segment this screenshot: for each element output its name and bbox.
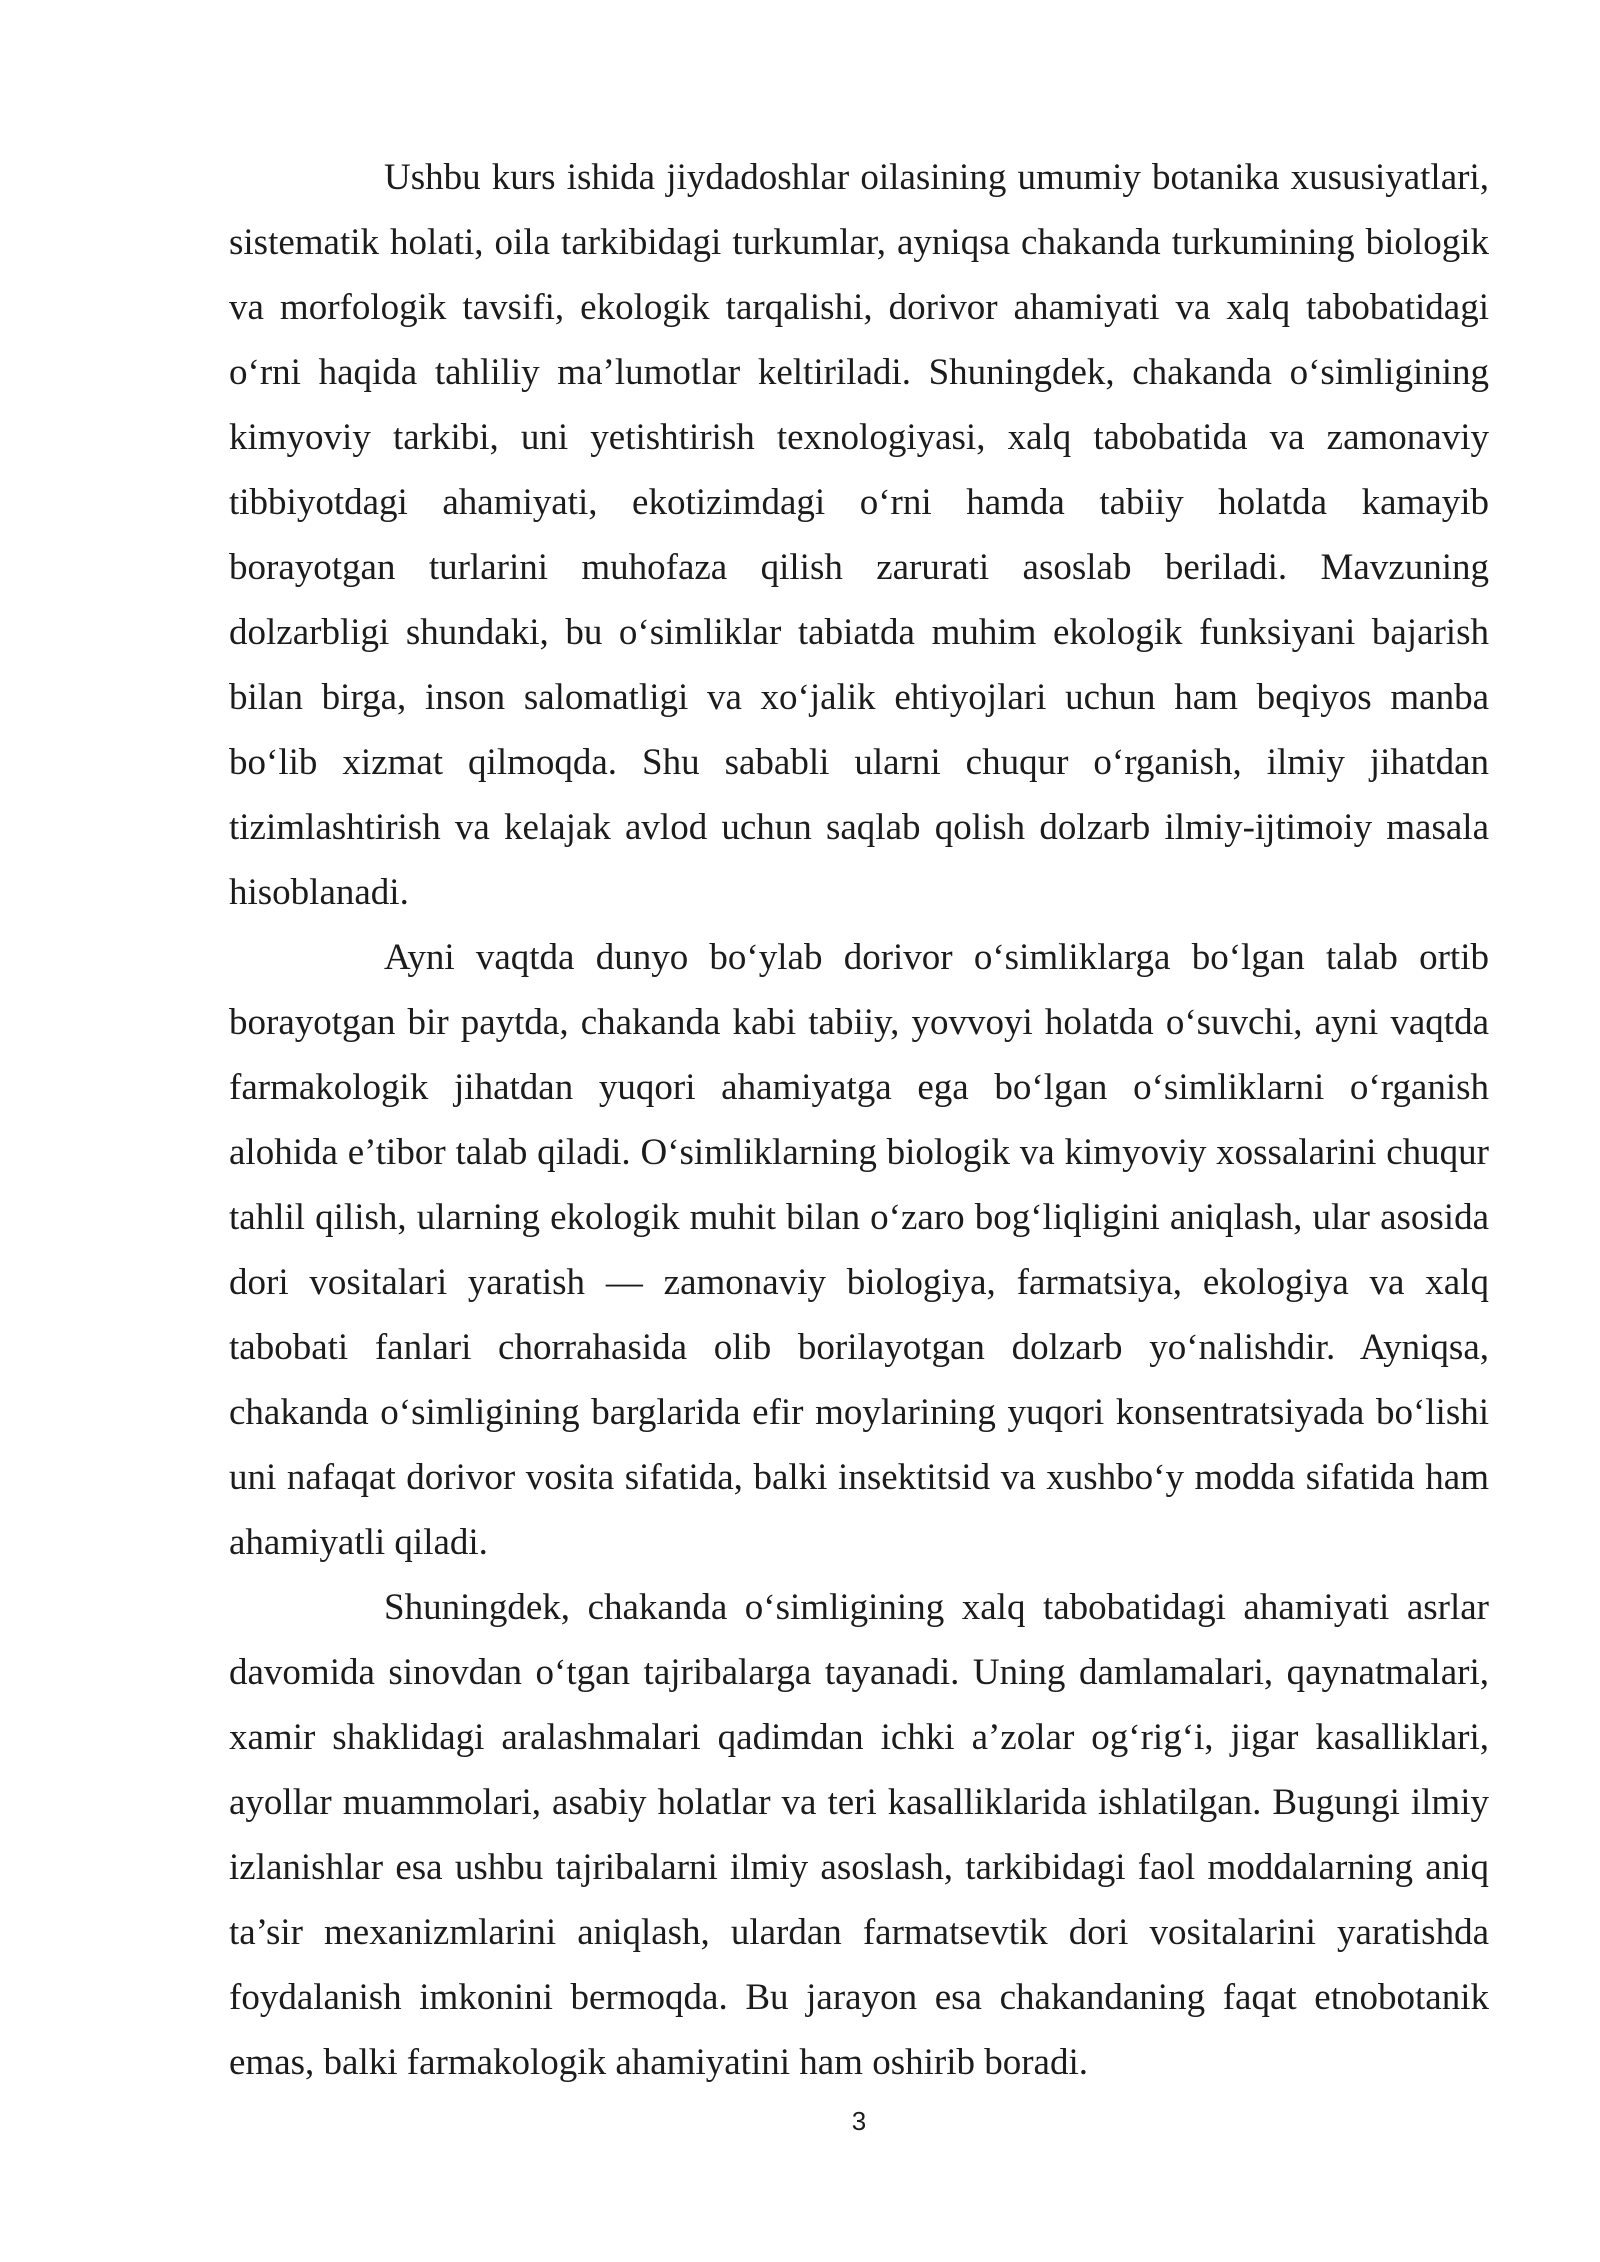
paragraph-1 — [229, 145, 1489, 925]
paragraph-3 — [229, 1575, 1489, 2095]
text-line: o‘rni haqida tahliliy ma’lumotlar keltiriladi. Shuningdek, chakanda o‘simligining — [229, 352, 1489, 393]
text-line: tizimlashtirish va kelajak avlod uchun saqlab qolish dolzarb ilmiy-ijtimoiy masala — [229, 807, 1489, 848]
text-line: tabobati fanlari chorrahasida olib borilayotgan dolzarb yo‘nalishdir. Ayniqsa, — [229, 1327, 1489, 1368]
text-line: tahlil qilish, ularning ekologik muhit bilan o‘zaro bog‘liqligini aniqlash, ular asosida — [229, 1197, 1489, 1238]
text-line: kimyoviy tarkibi, uni yetishtirish texnologiyasi, xalq tabobatida va zamonaviy — [229, 417, 1489, 458]
text-line: izlanishlar esa ushbu tajribalarni ilmiy asoslash, tarkibidagi faol moddalarning aniq — [229, 1847, 1489, 1888]
text-line: tibbiyotdagi ahamiyati, ekotizimdagi o‘rni hamda tabiiy holatda kamayib — [229, 482, 1489, 523]
text-line: bilan birga, inson salomatligi va xo‘jalik ehtiyojlari uchun ham beqiyos manba — [229, 677, 1489, 718]
text-line: xamir shaklidagi aralashmalari qadimdan ichki a’zolar og‘rig‘i, jigar kasalliklari, — [229, 1717, 1489, 1758]
text-line: dori vositalari yaratish — zamonaviy biologiya, farmatsiya, ekologiya va xalq — [229, 1262, 1489, 1303]
text-line: chakanda o‘simligining barglarida efir moylarining yuqori konsentratsiyada bo‘lishi — [229, 1392, 1489, 1433]
text-line: emas, balki farmakologik ahamiyatini ham oshirib boradi. — [229, 2042, 1089, 2083]
text-line: hisoblanadi. — [229, 872, 409, 913]
text-line: sistematik holati, oila tarkibidagi turkumlar, ayniqsa chakanda turkumining biologik — [229, 222, 1489, 263]
text-line: borayotgan turlarini muhofaza qilish zarurati asoslab beriladi. Mavzuning — [229, 547, 1489, 588]
paragraph-2 — [229, 925, 1489, 1575]
text-line: davomida sinovdan o‘tgan tajribalarga tayanadi. Uning damlamalari, qaynatmalari, — [229, 1652, 1489, 1693]
text-line: uni nafaqat dorivor vosita sifatida, balki insektitsid va xushbo‘y modda sifatida ham — [229, 1457, 1489, 1498]
body-text — [229, 145, 1489, 2095]
text-line: borayotgan bir paytda, chakanda kabi tabiiy, yovvoyi holatda o‘suvchi, ayni vaqtda — [229, 1002, 1489, 1043]
text-line: ahamiyatli qiladi. — [229, 1522, 488, 1563]
text-line: foydalanish imkonini bermoqda. Bu jarayon esa chakandaning faqat etnobotanik — [229, 1977, 1489, 2018]
text-line: alohida e’tibor talab qiladi. O‘simliklarning biologik va kimyoviy xossalarini chuqur — [229, 1132, 1489, 1173]
text-line: bo‘lib xizmat qilmoqda. Shu sababli ularni chuqur o‘rganish, ilmiy jihatdan — [229, 742, 1489, 783]
text-line: Shuningdek, chakanda o‘simligining xalq tabobatidagi ahamiyati asrlar — [384, 1587, 1489, 1628]
text-line: ayollar muammolari, asabiy holatlar va teri kasalliklarida ishlatilgan. Bugungi ilmiy — [229, 1782, 1489, 1823]
text-line: Ushbu kurs ishida jiydadoshlar oilasining umumiy botanika xususiyatlari, — [384, 157, 1489, 198]
text-line: ta’sir mexanizmlarini aniqlash, ulardan farmatsevtik dori vositalarini yaratishda — [229, 1912, 1489, 1953]
text-line: va morfologik tavsifi, ekologik tarqalishi, dorivor ahamiyati va xalq tabobatidagi — [229, 287, 1489, 328]
text-line: dolzarbligi shundaki, bu o‘simliklar tabiatda muhim ekologik funksiyani bajarish — [229, 612, 1489, 653]
text-line: Ayni vaqtda dunyo bo‘ylab dorivor o‘simliklarga bo‘lgan talab ortib — [384, 937, 1489, 978]
page-number: 3 — [851, 2106, 867, 2136]
text-line: farmakologik jihatdan yuqori ahamiyatga ega bo‘lgan o‘simliklarni o‘rganish — [229, 1067, 1489, 1108]
